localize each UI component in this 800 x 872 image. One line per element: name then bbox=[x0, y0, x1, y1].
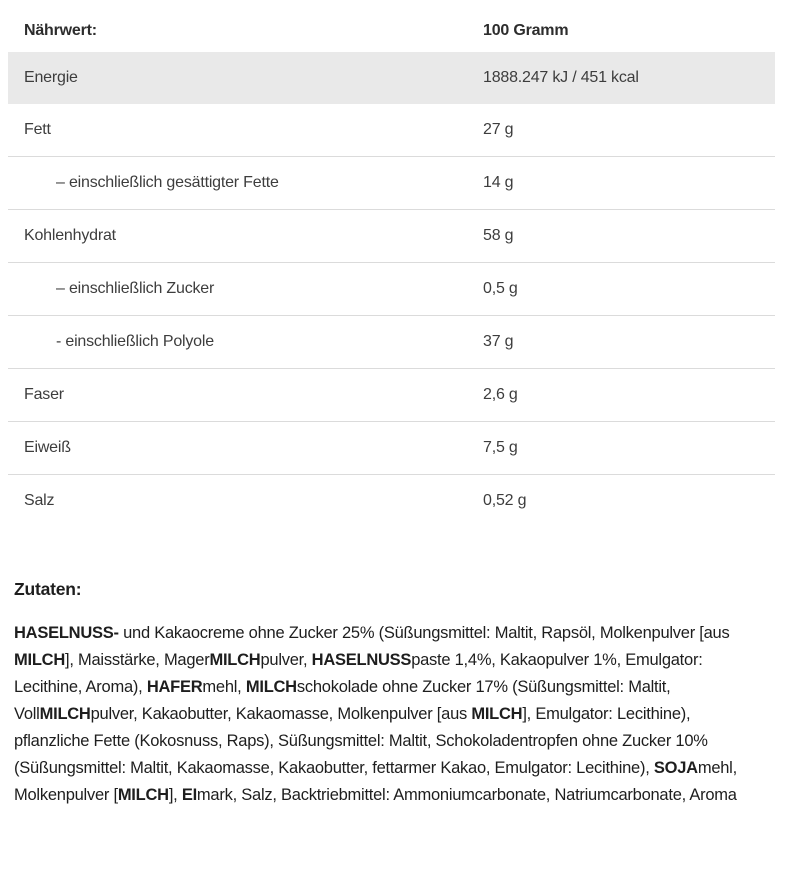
nutrient-label: Salz bbox=[24, 492, 55, 509]
nutrient-value: 2,6 g bbox=[483, 386, 518, 403]
ingredient-text: mehl, bbox=[202, 678, 246, 696]
ingredient-text: pulver, Kakaobutter, Kakaomasse, Molkenpulver [aus bbox=[90, 705, 472, 723]
nutrient-value: 58 g bbox=[483, 227, 514, 244]
table-row bbox=[8, 52, 775, 104]
nutrient-label: Energie bbox=[24, 69, 78, 86]
table-row bbox=[8, 422, 775, 475]
ingredients-text bbox=[14, 620, 740, 809]
nutrition-header-amount: 100 Gramm bbox=[483, 22, 569, 39]
nutrient-value: 0,5 g bbox=[483, 280, 518, 297]
nutrient-value: 1888.247 kJ / 451 kcal bbox=[483, 69, 639, 86]
nutrient-label: – einschließlich Zucker bbox=[56, 280, 215, 297]
allergen-bold-text: HAFER bbox=[146, 678, 203, 696]
allergen-bold-text: MILCH bbox=[39, 705, 91, 723]
table-row bbox=[8, 475, 775, 527]
ingredient-text: pulver, bbox=[260, 651, 312, 669]
nutrient-value: 0,52 g bbox=[483, 492, 527, 509]
table-row bbox=[8, 210, 775, 263]
table-row bbox=[8, 263, 775, 316]
table-row bbox=[8, 104, 775, 157]
allergen-bold-text: MILCH bbox=[245, 678, 297, 696]
ingredient-text: paste 1,4%, Kakaopulver 1%, Emulgator: Lecithine, Aroma), bbox=[14, 651, 703, 696]
ingredients-heading: Zutaten: bbox=[14, 579, 82, 599]
allergen-bold-text: SOJA bbox=[653, 759, 698, 777]
table-row bbox=[8, 157, 775, 210]
allergen-bold-text: MILCH bbox=[471, 705, 523, 723]
ingredient-text: ], Maisstärke, Mager bbox=[65, 651, 210, 669]
ingredient-text: mehl, Molkenpulver [ bbox=[14, 759, 737, 804]
nutrient-value: 27 g bbox=[483, 121, 514, 138]
nutrient-label: - einschließlich Polyole bbox=[56, 333, 214, 350]
ingredient-text: schokolade ohne Zucker 17% (Süßungsmittel: Maltit, Voll bbox=[14, 678, 671, 723]
nutrient-value: 14 g bbox=[483, 174, 514, 191]
nutrition-header-label: Nährwert: bbox=[24, 22, 97, 39]
ingredient-text: mark, Salz, Backtriebmittel: Ammoniumcarbonate, Natriumcarbonate, Aroma bbox=[196, 786, 737, 804]
nutrient-label: Kohlenhydrat bbox=[24, 227, 116, 244]
ingredients-section bbox=[14, 579, 740, 809]
nutrient-label: Eiweiß bbox=[24, 439, 71, 456]
nutrient-value: 37 g bbox=[483, 333, 514, 350]
nutrition-table-body bbox=[8, 52, 775, 527]
nutrition-table bbox=[8, 10, 775, 527]
table-row bbox=[8, 316, 775, 369]
allergen-bold-text: EI bbox=[181, 786, 197, 804]
nutrient-label: Faser bbox=[24, 386, 64, 403]
ingredient-text: ], Emulgator: Lecithine), pflanzliche Fette (Kokosnuss, Raps), Süßungsmittel: Maltit, Schokoladentropfen ohne Zucker 10% (Süßungsmittel: Maltit, Kakaomasse, Kakaobutter, fettarmer Kakao, Emulgator: Lecithine), bbox=[14, 705, 708, 777]
nutrition-table-header-row bbox=[8, 10, 775, 52]
allergen-bold-text: MILCH bbox=[117, 786, 169, 804]
nutrient-value: 7,5 g bbox=[483, 439, 518, 456]
nutrient-label: – einschließlich gesättigter Fette bbox=[56, 174, 279, 191]
allergen-bold-text: HASELNUSS bbox=[311, 651, 412, 669]
allergen-bold-text: MILCH bbox=[209, 651, 261, 669]
table-row bbox=[8, 369, 775, 422]
allergen-bold-text: MILCH bbox=[14, 651, 65, 669]
ingredient-text: und Kakaocreme ohne Zucker 25% (Süßungsmittel: Maltit, Rapsöl, Molkenpulver [aus bbox=[118, 624, 730, 642]
ingredient-text: ], bbox=[168, 786, 182, 804]
allergen-bold-text: HASELNUSS- bbox=[14, 624, 119, 642]
nutrient-label: Fett bbox=[24, 121, 51, 138]
